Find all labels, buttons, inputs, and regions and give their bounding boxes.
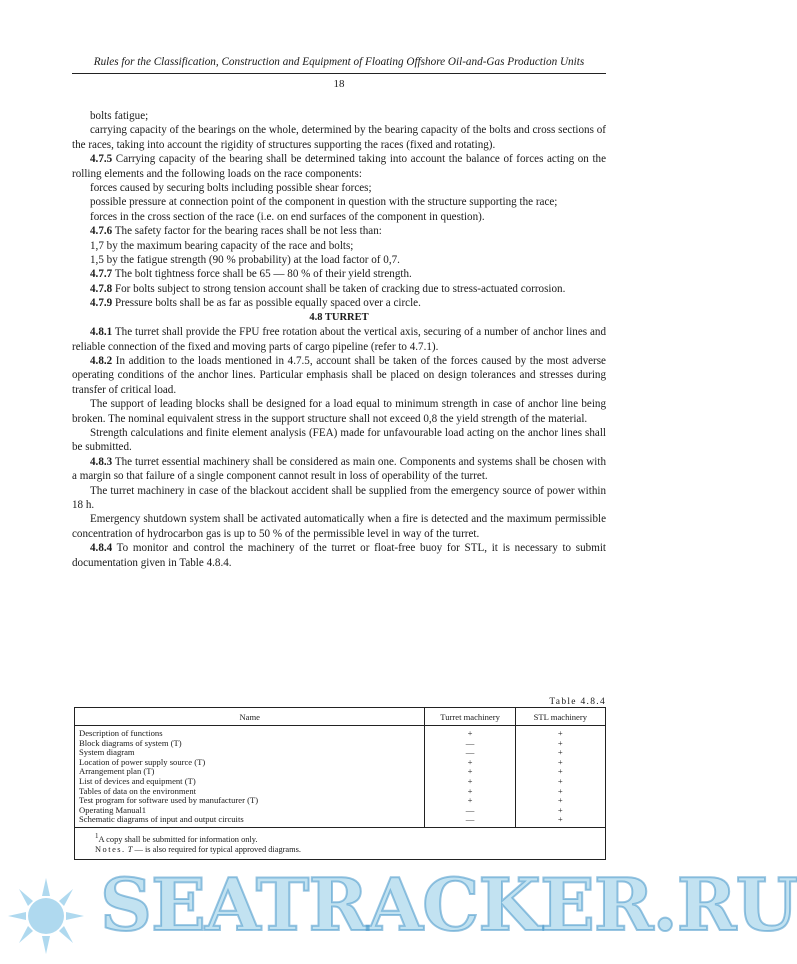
paragraph-text: 1,7 by the maximum bearing capacity of the race and bolts; <box>90 239 354 252</box>
notes-symbol: T <box>127 845 133 855</box>
paragraph-text: possible pressure at connection point of the component in question with the structure supporting the race; <box>90 196 558 209</box>
paragraph <box>72 354 606 397</box>
table-row <box>75 726 606 739</box>
table-caption: Table 4.8.4 <box>549 697 606 707</box>
row-name-cell: Arrangement plan (T) <box>75 767 425 777</box>
clause-number: 4.8.4 <box>90 542 113 555</box>
paragraph-text: forces caused by securing bolts including possible shear forces; <box>90 182 372 195</box>
paragraph-text: The safety factor for the bearing races shall be not less than: <box>112 225 382 238</box>
paragraph <box>72 239 606 253</box>
stl-cell: + <box>515 777 605 787</box>
row-name-cell: Test program for software used by manufacturer (T) <box>75 796 425 806</box>
row-name-cell: Tables of data on the environment <box>75 787 425 797</box>
paragraph-text: carrying capacity of the bearings on the whole, determined by the bearing capacity of the bolts and cross sections of the races, taking into account the rigidity of structures supporting the races (fixed and rotating). <box>72 124 606 151</box>
paragraph <box>72 455 606 484</box>
paragraph <box>72 152 606 181</box>
paragraph-text: Carrying capacity of the bearing shall be determined taking into account the balance of forces acting on the rolling elements and the following loads on the race components: <box>72 153 606 180</box>
turret-cell: + <box>425 777 515 787</box>
paragraph-text: Strength calculations and finite element analysis (FEA) made for unfavourable load acting on the anchor lines shall be submitted. <box>72 426 606 454</box>
paragraph-text: forces in the cross section of the race (i.e. on end surfaces of the component in question). <box>90 210 485 223</box>
clause-number: 4.7.8 <box>90 282 113 295</box>
clause-number: 4.8.3 <box>90 455 113 468</box>
turret-cell: + <box>425 787 515 797</box>
footnote-mark: 1 <box>95 831 99 840</box>
clause-number: 4.8.2 <box>90 354 113 367</box>
clause-number: 4.8.1 <box>90 326 113 339</box>
stl-cell: + <box>515 739 605 749</box>
paragraph-text: Pressure bolts shall be as far as possible equally spaced over a circle. <box>112 297 421 310</box>
clause-number: 4.7.5 <box>90 153 113 166</box>
stl-cell: + <box>515 726 605 739</box>
paragraph-text: The support of leading blocks shall be designed for a load equal to minimum strength in case of anchor line being broken. The nominal equivalent stress in the support structure shall not exceed 0,8 the yield strength of the material. <box>72 398 606 425</box>
paragraphs-bottom <box>72 325 606 570</box>
header-rule <box>72 73 606 74</box>
paragraph-text: 1,5 by the fatigue strength (90 % probability) at the load factor of 0,7. <box>90 254 400 267</box>
paragraph-text: The turret machinery in case of the blackout accident shall be supplied from the emergency source of power within 18 h. <box>72 484 606 511</box>
turret-cell: + <box>425 758 515 768</box>
paragraph-text: In addition to the loads mentioned in 4.7.5, account shall be taken of the forces caused by the most adverse operating conditions of the anchor lines. Particular emphasis shall be placed on design tolerances and stresses during transfer of critical load. <box>72 354 606 396</box>
turret-cell: — <box>425 815 515 827</box>
table-body <box>75 726 606 828</box>
row-name-cell: Operating Manual1 <box>75 806 425 816</box>
turret-cell: + <box>425 796 515 806</box>
footnote-text: A copy shall be submitted for information only. <box>98 834 258 844</box>
page-number: 18 <box>333 78 345 90</box>
row-name-cell: Description of functions <box>75 726 425 739</box>
notes-label: Notes. <box>95 845 126 855</box>
clause-number: 4.7.7 <box>90 268 113 281</box>
running-header: Rules for the Classification, Construction and Equipment of Floating Offshore Oil-and-Gas Production Units <box>93 56 585 68</box>
stl-cell: + <box>515 748 605 758</box>
table-row <box>75 739 606 749</box>
stl-cell: + <box>515 815 605 827</box>
table-row <box>75 758 606 768</box>
row-name-cell: Block diagrams of system (T) <box>75 739 425 749</box>
paragraph <box>72 210 606 224</box>
row-name-cell: List of devices and equipment (T) <box>75 777 425 787</box>
paragraph-text: The turret shall provide the FPU free rotation about the vertical axis, securing of a number of anchor lines and reliable connection of the fixed and moving parts of cargo pipeline (refer to 4.7.1). <box>72 326 606 353</box>
paragraph <box>72 296 606 310</box>
row-name-cell: Location of power supply source (T) <box>75 758 425 768</box>
paragraph <box>72 325 606 354</box>
stl-cell: + <box>515 767 605 777</box>
turret-cell: + <box>425 726 515 739</box>
paragraph-text: bolts fatigue; <box>90 110 149 122</box>
row-name-cell: Schematic diagrams of input and output circuits <box>75 815 425 827</box>
paragraph <box>72 267 606 281</box>
table-notes <box>75 827 606 859</box>
paragraph <box>72 195 606 209</box>
paragraph <box>72 253 606 267</box>
paragraph <box>72 224 606 238</box>
body-text <box>72 109 606 570</box>
paragraph <box>72 512 606 541</box>
sun-logo-icon <box>0 868 100 959</box>
column-header-name: Name <box>75 708 425 726</box>
watermark-text: SEATRACKER.RU <box>100 862 797 947</box>
paragraphs-top <box>72 109 606 311</box>
paragraph-text: The turret essential machinery shall be considered as main one. Components and systems shall be chosen with a margin so that failure of a single component cannot result in loss of operability of the turret. <box>72 455 606 483</box>
paragraph <box>72 181 606 195</box>
paragraph-text: Emergency shutdown system shall be activated automatically when a fire is detected and the maximum permissible concentration of hydrocarbon gas is up to 50 % of the permissible level in way of the turret. <box>72 513 606 540</box>
clause-number: 4.7.9 <box>90 297 113 310</box>
notes-text: — is also required for typical approved diagrams. <box>132 845 302 855</box>
stl-cell: + <box>515 796 605 806</box>
paragraph <box>72 484 606 513</box>
section-title: 4.8 TURRET <box>309 311 369 323</box>
table-row <box>75 815 606 827</box>
paragraph <box>72 397 606 426</box>
paragraph <box>72 541 606 570</box>
paragraph <box>72 123 606 152</box>
stl-cell: + <box>515 806 605 816</box>
paragraph <box>72 109 606 123</box>
turret-cell: — <box>425 748 515 758</box>
stl-cell: + <box>515 787 605 797</box>
paragraph-text: To monitor and control the machinery of the turret or float-free buoy for STL, it is necessary to submit documentation given in Table 4.8.4. <box>72 542 606 569</box>
column-header-stl: STL machinery <box>515 708 605 726</box>
paragraph <box>72 426 606 455</box>
paragraph-text: The bolt tightness force shall be 65 — 80 % of their yield strength. <box>112 268 412 281</box>
stl-cell: + <box>515 758 605 768</box>
documentation-table <box>74 707 606 860</box>
turret-cell: — <box>425 739 515 749</box>
table-row <box>75 796 606 806</box>
paragraph <box>72 282 606 296</box>
watermark <box>0 862 797 959</box>
row-name-cell: System diagram <box>75 748 425 758</box>
clause-number: 4.7.6 <box>90 225 113 238</box>
turret-cell: + <box>425 767 515 777</box>
turret-cell: — <box>425 806 515 816</box>
paragraph-text: For bolts subject to strong tension account shall be taken of cracking due to stress-actuated corrosion. <box>112 282 566 295</box>
column-header-turret: Turret machinery <box>425 708 515 726</box>
